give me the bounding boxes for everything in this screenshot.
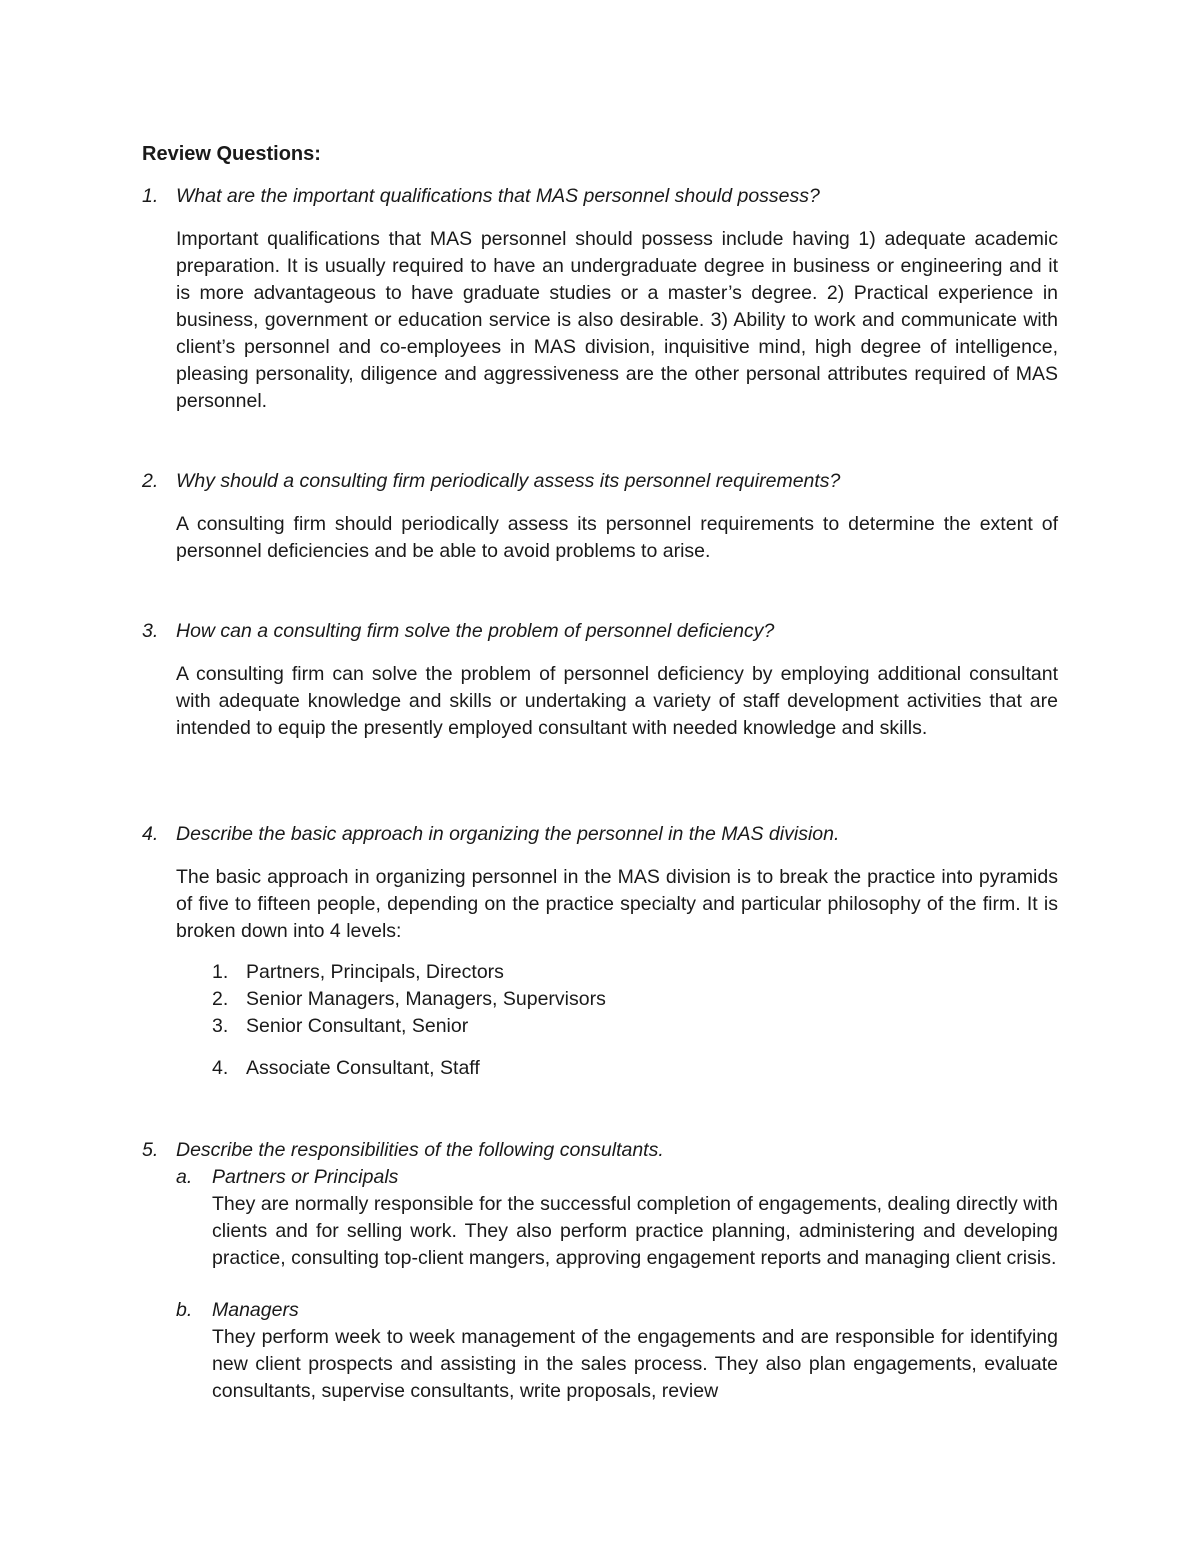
subitem-a: [176, 1164, 1058, 1272]
list-item: [212, 959, 504, 986]
subitem-a-letter: a.: [176, 1166, 193, 1188]
level-text: Senior Managers, Managers, Supervisors: [246, 988, 606, 1010]
answer-3: A consulting firm can solve the problem of personnel deficiency by employing additional consultant with adequate knowledge and skills or undertaking a variety of staff development activities that are intended to equip the presently employed consultant with needed knowledge and skills.: [176, 663, 1058, 739]
question-5-number: 5.: [142, 1139, 159, 1161]
question-1-number: 1.: [142, 185, 159, 207]
level-text: Senior Consultant, Senior: [246, 1015, 469, 1037]
question-1: [142, 183, 1058, 415]
subitem-b-letter: b.: [176, 1299, 193, 1321]
level-number: 3.: [212, 1015, 229, 1037]
question-1-text: [142, 183, 1058, 210]
list-item: [212, 986, 606, 1013]
list-item: [212, 1055, 480, 1082]
list-item: [212, 1013, 468, 1040]
answer-2: A consulting firm should periodically assess its personnel requirements to determine the extent of personnel deficiencies and be able to avoid problems to arise.: [176, 513, 1058, 562]
level-text: Partners, Principals, Directors: [246, 961, 504, 983]
page-title: Review Questions:: [142, 143, 321, 165]
question-3: [142, 618, 1058, 742]
question-5: [142, 1137, 1058, 1164]
question-2: [142, 468, 1058, 565]
question-4-number: 4.: [142, 823, 159, 845]
level-number: 4.: [212, 1057, 229, 1079]
question-1-prompt: What are the important qualifications that MAS personnel should possess?: [176, 185, 820, 207]
subitem-a-text: They are normally responsible for the successful completion of engagements, dealing directly with clients and for selling work. They also perform practice planning, administering and developing practice, consulting top-client mangers, approving engagement reports and managing client crisis.: [212, 1193, 1058, 1269]
question-4: [142, 821, 1058, 945]
subitem-a-title: Partners or Principals: [212, 1166, 399, 1188]
question-5-prompt: Describe the responsibilities of the following consultants.: [176, 1139, 664, 1161]
subitem-b-text: They perform week to week management of the engagements and are responsible for identifying new client prospects and assisting in the sales process. They also plan engagements, evaluate consultants, supervise consultants, write proposals, review: [212, 1326, 1058, 1402]
level-number: 2.: [212, 988, 229, 1010]
question-4-prompt: Describe the basic approach in organizing the personnel in the MAS division.: [176, 823, 840, 845]
question-4-text: [142, 821, 1058, 848]
question-3-number: 3.: [142, 620, 159, 642]
level-number: 1.: [212, 961, 229, 983]
answer-4: The basic approach in organizing personnel in the MAS division is to break the practice into pyramids of five to fifteen people, depending on the practice specialty and particular philosophy of the firm. It is broken down into 4 levels:: [176, 866, 1058, 942]
question-3-text: [142, 618, 1058, 645]
subitem-b-heading: [176, 1297, 1058, 1324]
question-2-text: [142, 468, 1058, 495]
question-5-text: [142, 1137, 1058, 1164]
question-2-number: 2.: [142, 470, 159, 492]
subitem-b-title: Managers: [212, 1299, 299, 1321]
subitem-b: [176, 1297, 1058, 1405]
answer-1: Important qualifications that MAS personnel should possess include having 1) adequate academic preparation. It is usually required to have an undergraduate degree in business or engineering and it is more advantageous to have graduate studies or a master’s degree. 2) Practical experience in business, government or education service is also desirable. 3) Ability to work and communicate with client’s personnel and co-employees in MAS division, inquisitive mind, high degree of intelligence, pleasing personality, diligence and aggressiveness are the other personal attributes required of MAS personnel.: [176, 228, 1058, 412]
question-3-prompt: How can a consulting firm solve the problem of personnel deficiency?: [176, 620, 775, 642]
level-text: Associate Consultant, Staff: [246, 1057, 480, 1079]
question-2-prompt: Why should a consulting firm periodically assess its personnel requirements?: [176, 470, 841, 492]
subitem-a-heading: [176, 1164, 1058, 1191]
